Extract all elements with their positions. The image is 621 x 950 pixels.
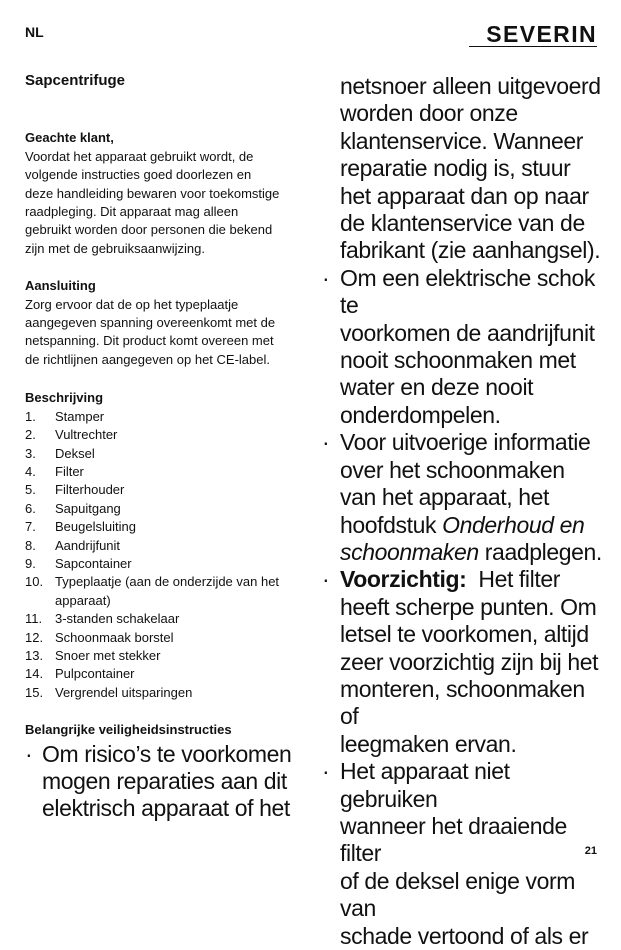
list-item: · Het apparaat niet gebruiken wanneer het draaiende filter of de deksel enige vorm van schade vertoond of als er bbox=[322, 758, 589, 949]
greeting-heading: Geachte klant, bbox=[25, 130, 114, 146]
bullet-dot: · bbox=[322, 566, 330, 593]
chapter-reference: Onderhoud en bbox=[442, 511, 585, 538]
brand-logo: SEVERIN bbox=[486, 21, 597, 47]
page-number: 21 bbox=[584, 845, 597, 857]
text-line: volgende instructies goed doorlezen en bbox=[25, 167, 252, 183]
continued-text: netsnoer alleen uitgevoerd worden door onze klantenservice. Wanneer reparatie nodig is, stuur het apparaat dan op naar de klantenservice van de fabrikant (zie aanhangsel). bbox=[340, 73, 601, 264]
text-line: de richtlijnen aangegeven op het CE-label. bbox=[25, 351, 271, 367]
list-item: 4. Filter bbox=[25, 463, 84, 479]
description-section bbox=[25, 389, 305, 702]
list-item: 12. Schoonmaak borstel bbox=[25, 629, 174, 645]
list-item: 2. Vultrechter bbox=[25, 427, 118, 443]
text-line: Zorg ervoor dat de op het typeplaatje bbox=[25, 296, 239, 312]
language-code: NL bbox=[25, 24, 44, 40]
safety-heading: Belangrijke veiligheidsinstructies bbox=[25, 722, 232, 738]
greeting-text bbox=[25, 148, 305, 258]
text-line: Voordat het apparaat gebruikt wordt, de bbox=[25, 148, 254, 164]
list-item: · Voorzichtig: Het filter heeft scherpe punten. Om letsel te voorkomen, altijd zeer voorzichtig zijn bij het monteren, schoonmaken of leegmaken ervan. bbox=[322, 566, 599, 757]
safety-section bbox=[25, 721, 305, 823]
greeting-section bbox=[25, 129, 305, 258]
caution-label: Voorzichtig: bbox=[340, 566, 467, 593]
safety-list-right bbox=[322, 265, 607, 950]
list-item: 5. Filterhouder bbox=[25, 482, 125, 498]
connection-heading: Aansluiting bbox=[25, 278, 96, 294]
list-item: 11. 3-standen schakelaar bbox=[25, 611, 180, 627]
text-line: deze handleiding bewaren voor toekomstige bbox=[25, 185, 280, 201]
description-heading: Beschrijving bbox=[25, 390, 104, 406]
page-title: Sapcentrifuge bbox=[25, 72, 126, 89]
list-item: 1. Stamper bbox=[25, 408, 105, 424]
list-item: 13. Snoer met stekker bbox=[25, 647, 161, 663]
bullet-dot: · bbox=[25, 740, 33, 767]
safety-list-left bbox=[25, 741, 305, 823]
parts-list bbox=[25, 408, 305, 703]
left-column bbox=[25, 72, 305, 823]
list-item: 7. Beugelsluiting bbox=[25, 519, 136, 535]
list-item: 6. Sapuitgang bbox=[25, 500, 121, 516]
connection-text bbox=[25, 296, 305, 370]
list-item: 3. Deksel bbox=[25, 445, 95, 461]
list-item: 10. Typeplaatje (aan de onderzijde van het apparaat) bbox=[25, 574, 280, 608]
bullet-dot: · bbox=[322, 264, 330, 291]
text-line: netspanning. Dit product komt overeen met bbox=[25, 333, 274, 349]
text-line: aangegeven spanning overeenkomt met de bbox=[25, 315, 276, 331]
bullet-dot: · bbox=[322, 758, 330, 785]
text-line: zijn met de gebruiksaanwijzing. bbox=[25, 240, 205, 256]
list-item: · Om een elektrische schok te voorkomen de aandrijfunit nooit schoonmaken met water en deze nooit onderdompelen. bbox=[322, 264, 596, 428]
text-line: raadpleging. Dit apparaat mag alleen bbox=[25, 204, 239, 220]
brand-underline bbox=[469, 46, 597, 47]
list-item: 15. Vergrendel uitsparingen bbox=[25, 684, 193, 700]
connection-section bbox=[25, 277, 305, 369]
bullet-dot: · bbox=[322, 429, 330, 456]
list-item: · Om risico’s te voorkomen mogen reparaties aan dit elektrisch apparaat of het bbox=[25, 740, 292, 822]
list-item: · Voor uitvoerige informatie over het schoonmaken van het apparaat, het hoofdstuk Onderhoud en schoonmaken raadplegen. bbox=[322, 429, 602, 565]
list-item: 9. Sapcontainer bbox=[25, 555, 132, 571]
right-column bbox=[322, 73, 607, 950]
text-line: gebruikt worden door personen die bekend bbox=[25, 222, 273, 238]
chapter-reference: schoonmaken bbox=[340, 538, 479, 565]
list-item: 8. Aandrijfunit bbox=[25, 537, 121, 553]
list-item: 14. Pulpcontainer bbox=[25, 666, 135, 682]
